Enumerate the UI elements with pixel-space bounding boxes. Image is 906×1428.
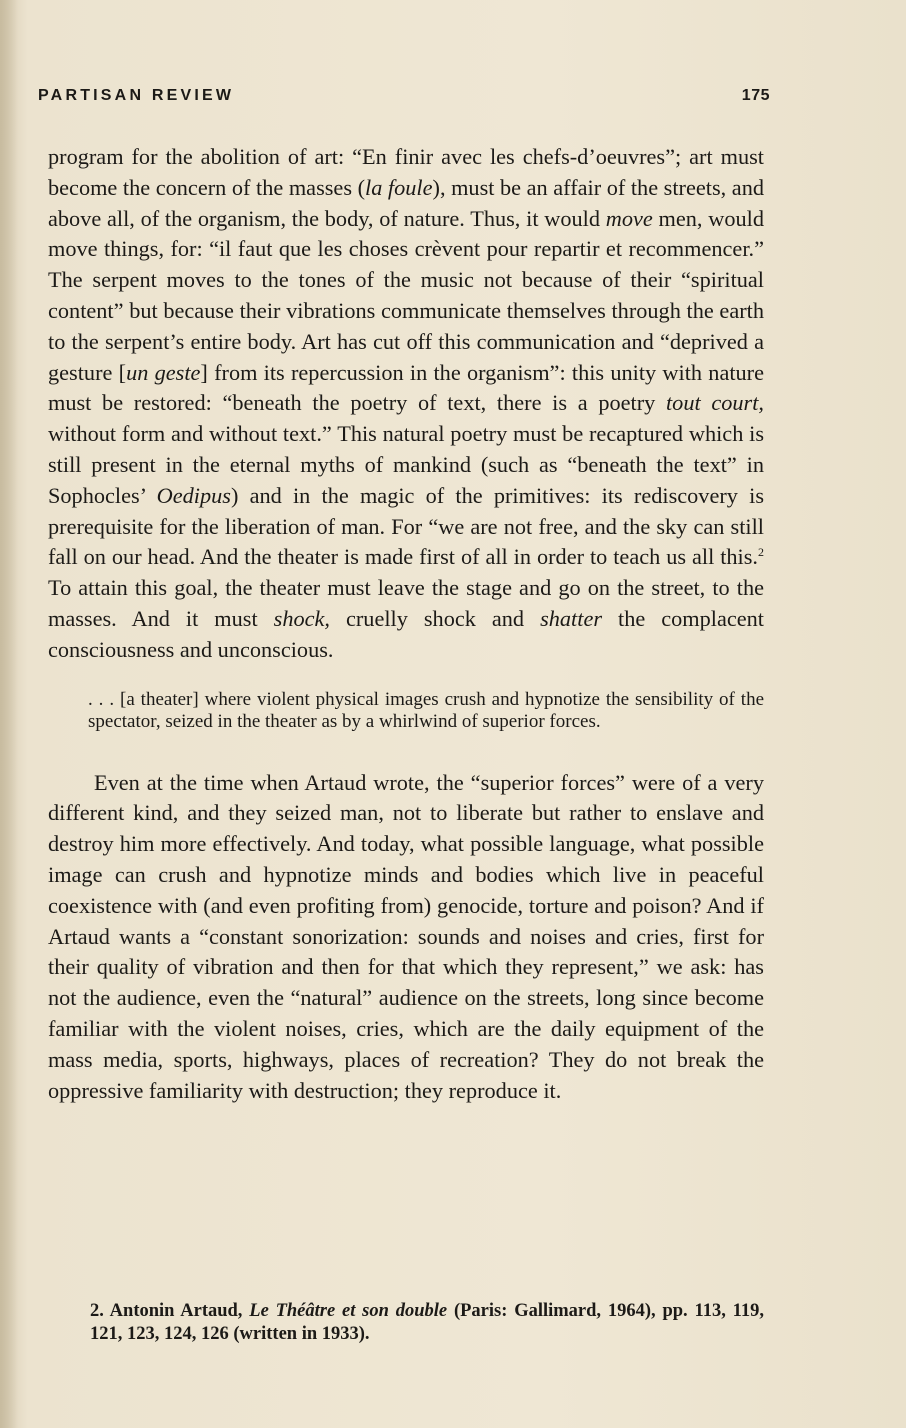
text-run: ) and in the magic of the primitives: its rediscovery is prerequisite for the liberation of man. For “we are not free, and the sky can still fall on our head. And the theater is made first of all in order to teach us all this.	[48, 482, 764, 570]
text-run: 2. Antonin Artaud,	[90, 1301, 250, 1321]
footnote	[48, 1300, 764, 1345]
footnote-text	[48, 1300, 764, 1345]
text-run: ] from its repercussion in the organism”: this unity with nature must be restored: “beneath the poetry of text, there is a poetry	[48, 359, 764, 416]
italic-run: shock,	[273, 605, 330, 631]
text-run: the complacent consciousness and unconscious.	[48, 605, 765, 662]
running-title: PARTISAN REVIEW	[38, 87, 235, 104]
italic-run: Le Théâtre et son double	[249, 1301, 448, 1321]
footnote-marker: 2	[758, 545, 764, 560]
page-number: 175	[741, 87, 770, 104]
text-run: program for the abolition of art: “En finir avec les chefs-d’oeuvres”; art must become the concern of the masses (	[48, 144, 764, 200]
text-run: (Paris: Gallimard, 1964), pp. 113, 119, 121, 123, 124, 126 (written in 1933).	[90, 1301, 765, 1344]
italic-run: Oedipus	[156, 482, 231, 508]
italic-run: un geste	[126, 359, 201, 385]
running-header	[38, 87, 770, 105]
italic-run: shatter	[540, 605, 603, 631]
text-run: men, would move things, for: “il faut que les choses crèvent pour repartir et recommencer.” The serpent moves to the tones of the music not because of their “spiritual content” but because their vibrations communicate themselves through the earth to the serpent’s entire body. Art has cut off this communication and “deprived a gesture [	[48, 205, 764, 385]
italic-run: move	[605, 205, 653, 231]
text-run: To attain this goal, the theater must leave the stage and go on the street, to the masses. And it must	[48, 575, 764, 631]
italic-run: tout court,	[665, 390, 764, 416]
main-text	[48, 142, 764, 1106]
paragraph-2: Even at the time when Artaud wrote, the “superior forces” were of a very different kind, and they seized man, not to liberate but rather to enslave and destroy him more effectively. And today, what possible language, what possible image can crush and hypnotize minds and bodies which live in peaceful coexistence with (and even profiting from) genocide, torture and poison? And if Artaud wants a “constant sonorization: sounds and noises and cries, first for their quality of vibration and then for that which they represent,” we ask: has not the audience, even the “natural” audience on the streets, long since become familiar with the violent noises, cries, which are the daily equipment of the mass media, sports, highways, places of recreation? They do not break the oppressive familiarity with destruction; they reproduce it.	[48, 769, 764, 1103]
italic-run: la foule	[365, 174, 433, 200]
page-gutter-shadow	[0, 0, 18, 1428]
paragraph-1	[48, 142, 764, 666]
text-run: cruelly shock and	[329, 605, 541, 631]
text-run: ), must be an affair of the streets, and above all, of the organism, the body, of nature. Thus, it would	[48, 174, 764, 231]
text-run: without form and without text.” This natural poetry must be recaptured which is still present in the eternal myths of mankind (such as “beneath the text” in Sophocles’	[48, 421, 764, 508]
block-quote: . . . [a theater] where violent physical images crush and hypnotize the sensibility of the spectator, seized in the theater as by a whirlwind of superior forces.	[88, 688, 764, 733]
